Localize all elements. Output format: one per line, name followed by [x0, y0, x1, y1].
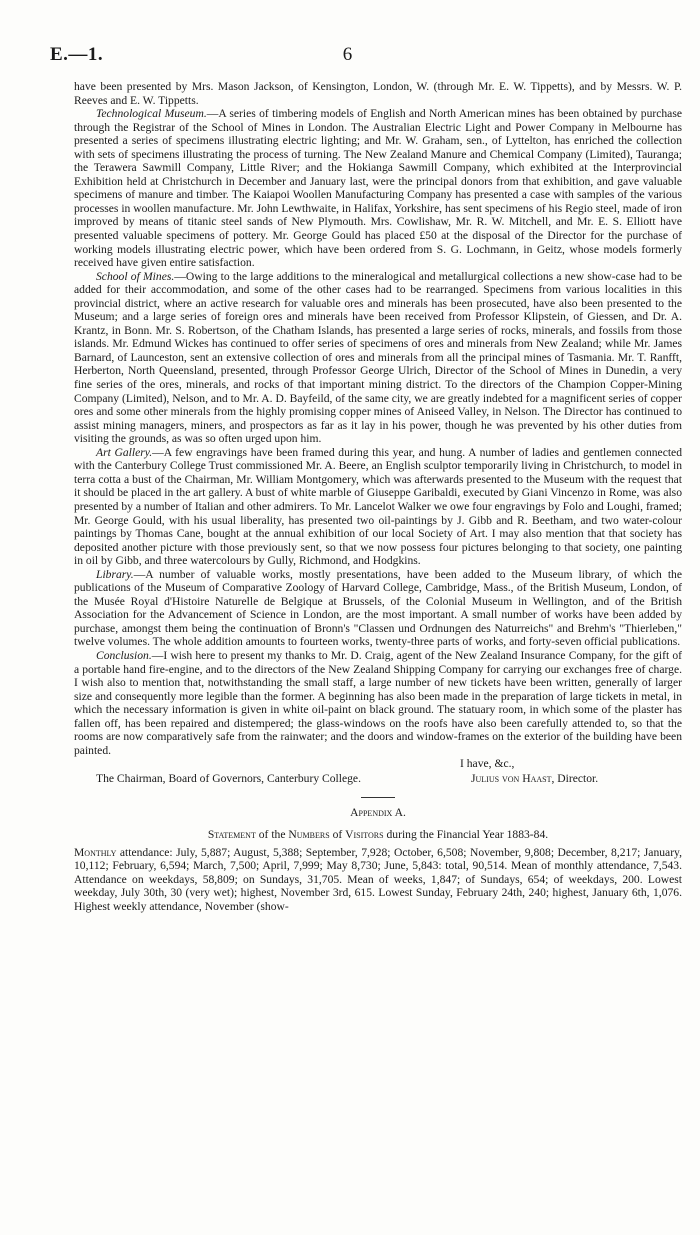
statement-word: Numbers	[288, 827, 330, 841]
paragraph-continuation	[74, 80, 682, 107]
divider	[361, 797, 395, 798]
paragraph-text: —Owing to the large additions to the mineralogical and metallurgical collections a new show-case had to be added for their accommodation, and some of the other cases had to be rearranged. Specimens from various localities in this provincial district, where an active research for valuable ores and minerals has been prosecuted, have also been presented to the Museum; and a large series of foreign ores and minerals have been received from Professor Klipstein, of Giessen, and Dr. A. Krantz, in Bonn. Mr. S. Robertson, of the Chatham Islands, has presented a large series of rocks, minerals, and fossils from those islands. Mr. Edmund Wickes has continued to offer series of specimens of ores and minerals from New Zealand; while Mr. James Barnard, of Launceston, sent an extensive collection of ores and minerals from all the principal mines of Tasmania. Mr. T. Ranfft, Herberton, North Queensland, presented, through Professor George Ulrich, Director of the School of Mines in Dunedin, a very fine series of the ores, minerals, and rocks of that important mining district. To the directors of the Champion Copper-Mining Company (Limited), Nelson, and to Mr. A. D. Bayfeild, of the same city, we are greatly indebted for a magnificent series of copper ores and some other minerals from the highly promising copper mines of Aniseed Valley, in Nelson. The Director has continued to assist mining managers, miners, and prospectors as far as it lay in his power, though he was prevented by his other duties from visiting the grounds, as was so often urged upon him.	[74, 269, 682, 446]
paragraph-technological-museum	[74, 107, 682, 270]
signature	[471, 772, 598, 786]
section-heading: Technological Museum.	[96, 107, 207, 121]
signature-title: , Director.	[551, 771, 599, 785]
page-header	[50, 44, 645, 70]
statement-text: during the Financial Year 1883-84.	[383, 827, 549, 841]
report-reference: E.—1.	[50, 44, 104, 65]
visitor-text: attendance: July, 5,887; August, 5,388; September, 7,928; October, 6,508; November, 9,808; December, 8,217; January, 10,112; February, 6,594; March, 7,500; April, 7,999; May 8,730; June, 5,843: total, 90,514. Mean of monthly attendance, 7,543. Attendance on weekdays, 58,809; on Sundays, 31,705. Mean of weeks, 1,847; of Sundays, 654; of weekdays, 200. Lowest weekday, July 30th, 30 (very wet); highest, November 3rd, 615. Lowest Sunday, February 24th, 240; highest, January 6th, 1,076. Highest weekly attendance, November (show-	[74, 845, 682, 913]
statement-text: of the	[255, 827, 289, 841]
closing-line: I have, &c.,	[460, 757, 515, 771]
signature-name: Julius von Haast	[471, 771, 552, 785]
recipient: The Chairman, Board of Governors, Canterbury College.	[96, 771, 361, 785]
statement-text: of	[329, 827, 346, 841]
paragraph-library	[74, 568, 682, 649]
paragraph-text: have been presented by Mrs. Mason Jackson, of Kensington, London, W. (through Mr. E. W. Tippetts), and by Messrs. W. P. Reeves and E. W. Tippetts.	[74, 80, 682, 107]
paragraph-text: —A series of timbering models of English and North American mines has been obtained by purchase through the Registrar of the School of Mines in London. The Australian Electric Light and Power Company in Melbourne has presented a series of specimens illustrating electric lighting; and Mr. W. Graham, sen., of Lyttelton, has enriched the collection with sets of specimens illustrating the process of turning. The New Zealand Manure and Chemical Company (Limited), Tauranga; the Terawera Sawmill Company, Little River; and the Hokianga Sawmill Company, which exhibited at the Interprovincial Exhibition held at Christchurch in December and January last, were the principal donors from that exhibition, and gave valuable specimens of manure and timber. The Kaiapoi Woollen Manufacturing Company has presented a case with samples of the various processes in woollen manufacture. Mr. John Lewthwaite, in Halifax, Yorkshire, has sent specimens of his Regio steel, made of iron improved by means of titanic steel sands of New Plymouth. Mrs. Cowlishaw, Mr. R. W. Mitchell, and Mr. E. S. Elliott have presented valuable specimens of pottery. Mr. George Gould has placed £50 at the disposal of the Director for the purchase of working models illustrating electric power, which have been ordered from S. G. Lochmann, in Geitz, whose models formerly received have given entire satisfaction.	[74, 107, 682, 270]
statement-word: Visitors	[345, 827, 384, 841]
section-heading: Conclusion.	[96, 648, 152, 662]
section-heading: School of Mines.	[96, 269, 175, 283]
paragraph-school-of-mines	[74, 270, 682, 446]
statement-word: Statement	[207, 827, 256, 841]
appendix-title: Appendix A.	[350, 806, 406, 820]
paragraph-text: —A number of valuable works, mostly presentations, have been added to the Museum library, of which the publications of the Museum of Comparative Zoology of Harvard College, Cambridge, Mass., of the British Museum, London, of the Musée Royal d'Histoire Naturelle de Belgique at Brussels, of the Colonial Museum in Wellington, and of the British Association for the Advancement of Science in London, are the most important. A small number of works have been added by purchase, amongst them being the continuation of Bronn's "Classen und Ordnungen des Naturreichs" and Brehm's "Thierleben," twelve volumes. The whole addition amounts to fourteen works, twenty-three parts of works, and forty-seven official publications.	[74, 567, 682, 649]
signoff-line	[74, 772, 682, 786]
paragraph-art-gallery	[74, 446, 682, 568]
section-heading: Art Gallery.	[96, 445, 153, 459]
paragraph-conclusion	[74, 649, 682, 757]
paragraph-text: —A few engravings have been framed during this year, and hung. A number of ladies and gentlemen connected with the Canterbury College Trust commissioned Mr. A. Beere, an English sculptor temporarily living in Christchurch, to model in terra cotta a bust of the Chairman, Mr. William Montgomery, which was afterwards presented to the Museum with the request that it should be placed in the art gallery. A bust of white marble of Giuseppe Garibaldi, executed by Giani Vincenzo in Rome, was also presented by a number of Italian and other admirers. To Mr. Lancelot Walker we owe four engravings by Folo and Loughi, framed; Mr. George Gould, with his usual liberality, has presented two oil-paintings by J. Gibb and R. Beetham, and two water-colour paintings by Thomas Cane, bought at the annual exhibition of our local Society of Art. I may also mention that that society has deposited another picture with those previously sent, so that we now possess four pictures belonging to that society, one painting in oil by Gibb, and three watercolours by Gully, Richmond, and Hodgkins.	[74, 445, 683, 568]
visitor-lead: Monthly	[74, 845, 117, 859]
statement-title	[74, 828, 682, 842]
visitor-statistics	[74, 846, 682, 914]
section-heading: Library.	[96, 567, 134, 581]
page-number: 6	[342, 44, 353, 65]
body-text	[74, 80, 682, 913]
paragraph-text: —I wish here to present my thanks to Mr. D. Craig, agent of the New Zealand Insurance Company, for the gift of a portable hand fire-engine, and to the directors of the New Zealand Shipping Company for carrying our exchanges free of charge. I wish also to mention that, notwithstanding the small staff, a large number of new tickets have been written, generally of larger size and consequently more legible than the former. A beginning has also been made in the preparation of large tickets in metal, in which the necessary information is given in white oil-paint on black ground. The statuary room, in which some of the plaster has fallen off, has been repaired and distempered; the glass-windows on the roofs have also been carefully attended to, so that the rooms are now comparatively safe from the rainwater; and the doors and window-frames on the exterior of the building have been painted.	[74, 648, 682, 757]
